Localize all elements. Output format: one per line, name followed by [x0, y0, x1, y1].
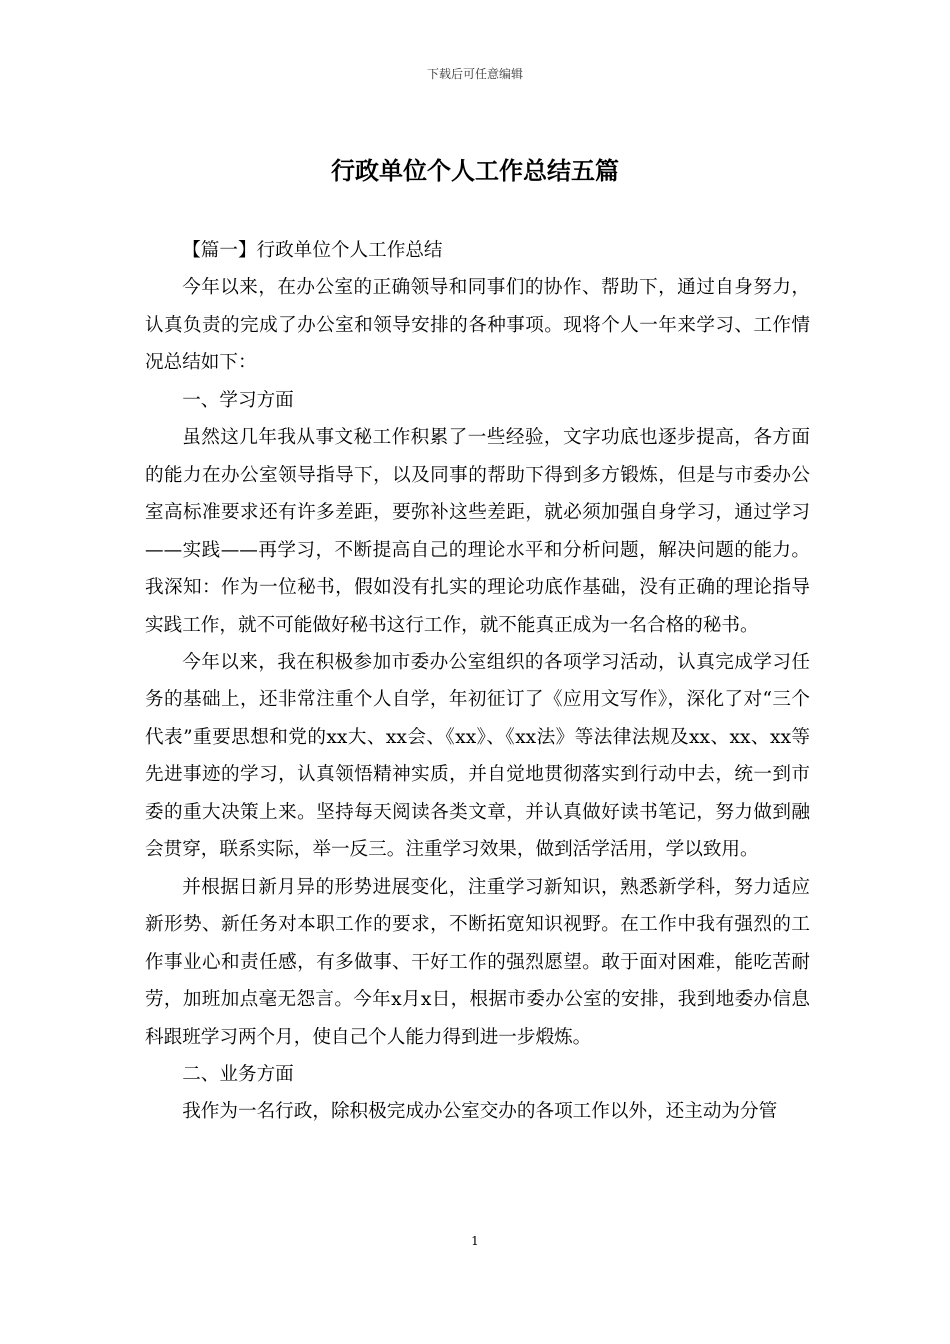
study-paragraph-1: 虽然这几年我从事文秘工作积累了一些经验，文字功底也逐步提高，各方面的能力在办公室领导指导下，以及同事的帮助下得到多方锻炼，但是与市委办公室高标准要求还有许多差距，要弥补这些差距，就必须加强自身学习，通过学习——实践——再学习，不断提高自己的理论水平和分析问题，解决问题的能力。我深知：作为一位秘书，假如没有扎实的理论功底作基础，没有正确的理论指导实践工作，就不可能做好秘书这行工作，就不能真正成为一名合格的秘书。 [145, 427, 810, 636]
study-paragraph-2: 今年以来，我在积极参加市委办公室组织的各项学习活动，认真完成学习任务的基础上，还非常注重个人自学，年初征订了《应用文写作》，深化了对“三个代表”重要思想和党的xx大、xx会、《xx》、《xx法》等法律法规及xx、xx、xx等先进事迹的学习，认真领悟精神实质，并自觉地贯彻落实到行动中去，统一到市委的重大决策上来。坚持每天阅读各类文章，并认真做好读书笔记，努力做到融会贯穿，联系实际，举一反三。注重学习效果，做到活学活用，学以致用。 [145, 651, 810, 861]
intro-paragraph: 今年以来，在办公室的正确领导和同事们的协作、帮助下，通过自身努力，认真负责的完成了办公室和领导安排的各种事项。现将个人一年来学习、工作情况总结如下： [145, 277, 810, 374]
section-heading-business: 二、业务方面 [182, 1063, 294, 1085]
page-number: 1 [471, 1234, 479, 1248]
document-title: 行政单位个人工作总结五篇 [331, 157, 619, 185]
section-heading-part-one: 【篇一】行政单位个人工作总结 [182, 240, 443, 261]
section-heading-study: 一、学习方面 [182, 389, 294, 411]
document-body [145, 232, 810, 1131]
study-paragraph-3: 并根据日新月异的形势进展变化，注重学习新知识，熟悉新学科，努力适应新形势、新任务对本职工作的要求，不断拓宽知识视野。在工作中我有强烈的工作事业心和责任感，有多做事、干好工作的强烈愿望。敢于面对困难，能吃苦耐劳，加班加点毫无怨言。今年x月x日，根据市委办公室的安排，我到地委办信息科跟班学习两个月，使自己个人能力得到进一步煅炼。 [145, 876, 810, 1048]
header-note: 下载后可任意编辑 [426, 67, 523, 81]
business-paragraph-1: 我作为一名行政，除积极完成办公室交办的各项工作以外，还主动为分管 [182, 1101, 778, 1123]
